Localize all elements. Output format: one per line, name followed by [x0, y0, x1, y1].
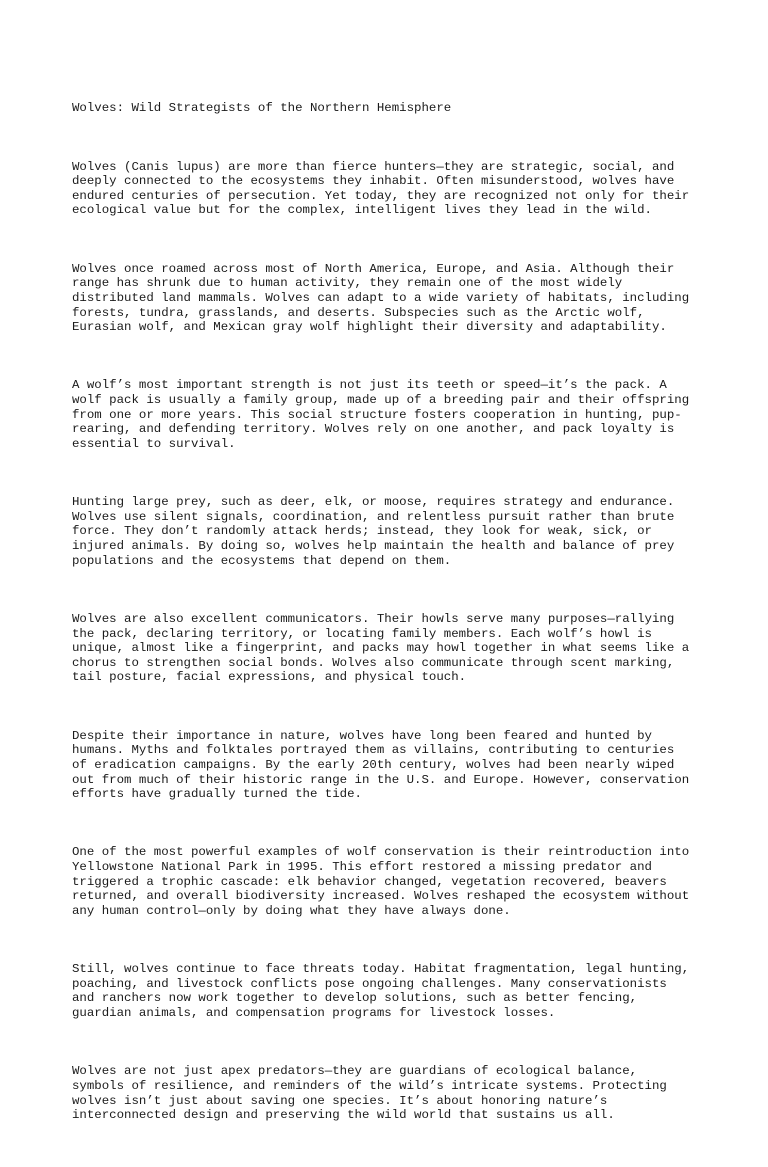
paragraph-intro: Wolves (Canis lupus) are more than fierce hunters—they are strategic, social, and deeply connected to the ecosystems they inhabit. Often misunderstood, wolves have endured centuries of persecution. Yet today, they are recognized not only for their ecological value but for the complex, intelligent lives they lead in the wild.: [72, 159, 690, 218]
paragraph-communication: Wolves are also excellent communicators. Their howls serve many purposes—rallying the pack, declaring territory, or locating family members. Each wolf’s howl is unique, almost like a fingerprint, and packs may howl together in what seems like a chorus to strengthen social bonds. Wolves also communicate through scent marking, tail posture, facial expressions, and physical touch.: [72, 611, 690, 685]
paragraph-hunting: Hunting large prey, such as deer, elk, or moose, requires strategy and endurance. Wolves use silent signals, coordination, and relentless pursuit rather than brute force. They don’t randomly attack herds; instead, they look for weak, sick, or injured animals. By doing so, wolves help maintain the health and balance of prey populations and the ecosystems that depend on them.: [72, 495, 675, 568]
paragraph-pack: A wolf’s most important strength is not just its teeth or speed—it’s the pack. A wolf pack is usually a family group, made up of a breeding pair and their offspring from one or more years. This social structure fosters cooperation in hunting, pup- rearing, and defending territory. Wolves rely on one another, and pack loyalty is essential to survival.: [72, 378, 690, 451]
paragraph-yellowstone: One of the most powerful examples of wolf conservation is their reintroduction into Yellowstone National Park in 1995. This effort restored a missing predator and triggered a trophic cascade: elk behavior changed, vegetation recovered, beavers returned, and overall biodiversity increased. Wolves reshaped the ecosystem without any human control—only by doing what they have always done.: [72, 845, 690, 918]
document-title: Wolves: Wild Strategists of the Northern Hemisphere: [72, 101, 452, 116]
paragraph-conclusion: Wolves are not just apex predators—they are guardians of ecological balance, symbols of resilience, and reminders of the wild’s intricate systems. Protecting wolves isn’t just about saving one species. It’s about honoring nature’s interconnected design and preserving the wild world that sustains us all.: [72, 1064, 667, 1123]
paragraph-persecution: Despite their importance in nature, wolves have long been feared and hunted by humans. Myths and folktales portrayed them as villains, contributing to centuries of eradication campaigns. By the early 20th century, wolves had been nearly wiped out from much of their historic range in the U.S. and Europe. However, conservation efforts have gradually turned the tide.: [72, 728, 690, 802]
document-body: [72, 72, 712, 1167]
paragraph-range: Wolves once roamed across most of North America, Europe, and Asia. Although their range has shrunk due to human activity, they remain one of the most widely distributed land mammals. Wolves can adapt to a wide variety of habitats, including forests, tundra, grasslands, and deserts. Subspecies such as the Arctic wolf, Eurasian wolf, and Mexican gray wolf highlight their diversity and adaptability.: [72, 261, 690, 335]
paragraph-threats: Still, wolves continue to face threats today. Habitat fragmentation, legal hunting, poaching, and livestock conflicts pose ongoing challenges. Many conservationists and ranchers now work together to develop solutions, such as better fencing, guardian animals, and compensation programs for livestock losses.: [72, 962, 690, 1020]
